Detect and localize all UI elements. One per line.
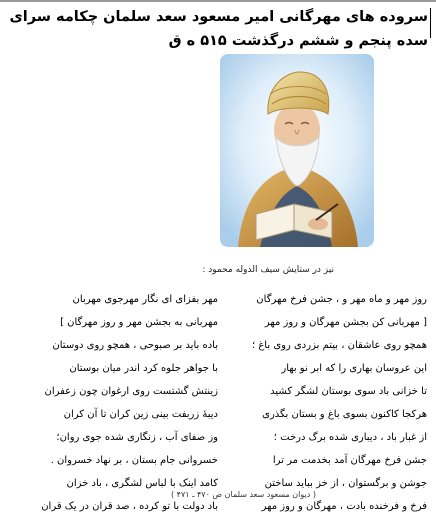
verse-line: تا خزانی باد سوی بوستان لشگر کشید [270, 386, 427, 397]
verse-line: مهر بفزای ای نگار مهرجوی مهربان [72, 294, 218, 305]
verse-line: دیبهٔ زربفت بینی زین کران تا آن کران [63, 409, 218, 420]
verse-line: خسروانی جام بستان ، بر نهاد خسروان . [50, 455, 218, 466]
verse-line: کامد اینک با لباس لشگری ، باد خزان [66, 478, 218, 489]
poet-portrait-image [220, 54, 374, 247]
verse-line: هرکجا کاکنون بسوی باغ و بستان بگذری [262, 409, 427, 420]
verse-line: جوشن و برگستوان ، از خز بباید ساختن [264, 478, 427, 489]
poem-caption: نیز در ستایش سیف الدوله محمود : [202, 265, 334, 275]
verse-line: وز صفای آب ، زنگاری شده جوی روان؛ [56, 432, 218, 443]
verse-line: زینتش گشتست روی ارغوان چون زعفران [44, 386, 218, 397]
page-title: سروده های مهرگانی امیر مسعود سعد سلمان چکامه سرای سده پنجم و ششم درگذشت ۵۱۵ ه ق [9, 9, 428, 49]
verse-line: [ مهربانی کن بجشن مهرگان و روز مهر [264, 317, 427, 328]
verse-line: باد دولت با تو کرده ، صد قران در یک قران [41, 501, 218, 512]
top-border [0, 0, 436, 2]
portrait-illustration [220, 54, 374, 247]
verse-line: روز مهر و ماه مهر و ، جشن فرخ مهرگان [256, 294, 427, 305]
text-cursor [430, 8, 431, 38]
source-reference: ( دیوان مسعود سعد سلمان ص ۴۷۰ ـ ۴۷۱ ) [171, 490, 316, 499]
verse-line: این عروسان بهاری را که ابر نو بهار [281, 363, 427, 374]
verse-line: با جواهر جلوه کرد اندر میان بوستان [69, 363, 218, 374]
verse-line: فرخ و فرخنده بادت ، مهرگان و روز مهر [261, 501, 427, 512]
verse-line: مهربانی به بجشن مهر و روز مهرگان ] [60, 317, 218, 328]
verse-line: باده باید بر صبوحی ، همچو روی دوستان [52, 340, 218, 351]
poem-left-column [0, 288, 218, 518]
verse-line: از غبار باد ، دیباری شده برگ درخت ؛ [273, 432, 427, 443]
verse-line: همچو روی عاشقان ، بیتم بزردی روی باغ ؛ [251, 340, 427, 351]
poem-right-column [222, 288, 427, 518]
verse-line: جشن فرخ مهرگان آمد بخدمت مر ترا [272, 455, 427, 466]
